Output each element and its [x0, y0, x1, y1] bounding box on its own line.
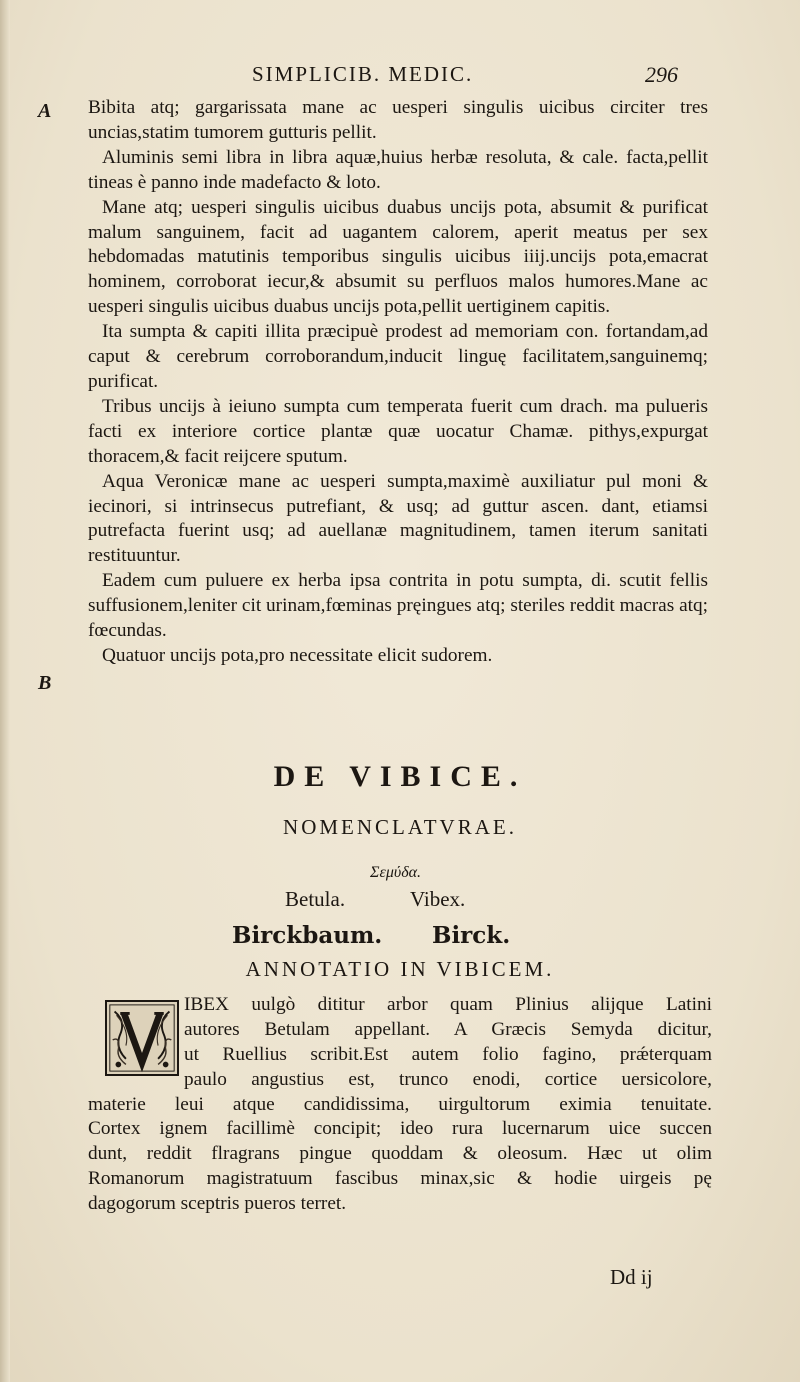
page-number: 296	[645, 62, 678, 87]
paragraph: Bibita atq; gargarissata mane ac uesperi singulis uicibus circiter tres uncias,statim tumorem gutturis pellit.	[88, 97, 708, 143]
annotation-line: Romanorum magistratuum fascibus minax,sic & hodie uirgeis pę	[88, 1168, 712, 1190]
annotation-line: dunt, reddit flragrans pingue quoddam & oleosum. Hæc ut olim	[88, 1143, 712, 1165]
german-name-birckbaum: Birckbaum.	[232, 922, 383, 949]
paragraph: Tribus uncijs à ieiuno sumpta cum temperata fuerit cum drach. ma pulueris facti ex interiore cortice plantæ quæ uocatur Chamæ. pithys,expurgat thoracem,& facit reijcere sputum.	[88, 395, 708, 467]
running-title: SIMPLICIB. MEDIC.	[252, 62, 474, 86]
annotation-line: materie leui atque candidissima, uirgultorum eximia tenuitate.	[88, 1093, 712, 1115]
paragraph: Quatuor uncijs pota,pro necessitate elicit sudorem.	[102, 644, 493, 666]
annotation-line: ut Ruellius scribit.Est autem folio fagino, prǽterquam	[184, 1043, 712, 1065]
latin-name-betula: Betula.	[285, 887, 346, 911]
running-head	[0, 62, 800, 92]
annotation-line: dagogorum sceptris pueros terret.	[88, 1193, 347, 1215]
greek-name: Σεμύδα.	[370, 864, 422, 881]
paragraph: Ita sumpta & capiti illita præcipuè prodest ad memoriam con. fortandam,ad caput & cerebrum corroborandum,inducit linguę facilitatem,sanguinemq; purificat.	[88, 321, 708, 392]
latin-name-vibex: Vibex.	[410, 887, 466, 911]
annotation-heading: ANNOTATIO IN VIBICEM.	[245, 957, 555, 981]
paragraph: Aqua Veronicæ mane ac uesperi sumpta,maximè auxiliatur pul moni & iecinori, si intrinsecus putrefiant, & usq; ad guttur ascen. dant, etiamsi putrefacta fuerint usq; ad auellanæ magnitudinem, tamen iterum sanitati restituuntur.	[88, 470, 708, 567]
margin-marker-b: B	[38, 672, 52, 694]
annotation-line: autores Betulam appellant. A Græcis Semyda dicitur,	[184, 1018, 712, 1040]
annotation-line: Cortex ignem facillimè concipit; ideo rura lucernarum uice succen	[88, 1118, 712, 1140]
paragraph: Aluminis semi libra in libra aquæ,huius herbæ resoluta, & cale. facta,pellit tineas è panno inde madefacto & loto.	[88, 146, 708, 193]
annotation-text	[88, 993, 712, 1217]
paragraph: Mane atq; uesperi singulis uicibus duabus uncijs pota, absumit & purificat malum sanguinem, facit ad uagantem calorem, aperit meatus per sex hebdomadas matutinis temporibus singulis uicibus iiij.uncijs pota,emacrat hominem, corroborat iecur,& absumit su perfluos malos humores.Mane ac uesperi singulis uicibus duabus uncijs pota,pellit uertiginem capitis.	[88, 196, 708, 318]
german-name-birck: Birck.	[432, 922, 511, 949]
main-text	[88, 96, 708, 669]
nomenclature-heading: NOMENCLATVRAE.	[283, 815, 517, 839]
section-title: DE VIBICE.	[273, 760, 527, 793]
paragraph: Eadem cum puluere ex herba ipsa contrita in potu sumpta, di. scutit fellis suffusionem,leniter cit urinam,fœminas pręingues atq; steriles reddit macras atq; fœcundas.	[88, 570, 708, 642]
annotation-line: IBEX uulgò dititur arbor quam Plinius alijque Latini	[184, 994, 712, 1015]
signature-mark: Dd ij	[610, 1265, 653, 1289]
annotation-line: paulo angustius est, trunco enodi, cortice uersicolore,	[184, 1068, 712, 1090]
page-gutter-edge	[0, 0, 10, 1382]
margin-marker-a: A	[38, 100, 52, 122]
